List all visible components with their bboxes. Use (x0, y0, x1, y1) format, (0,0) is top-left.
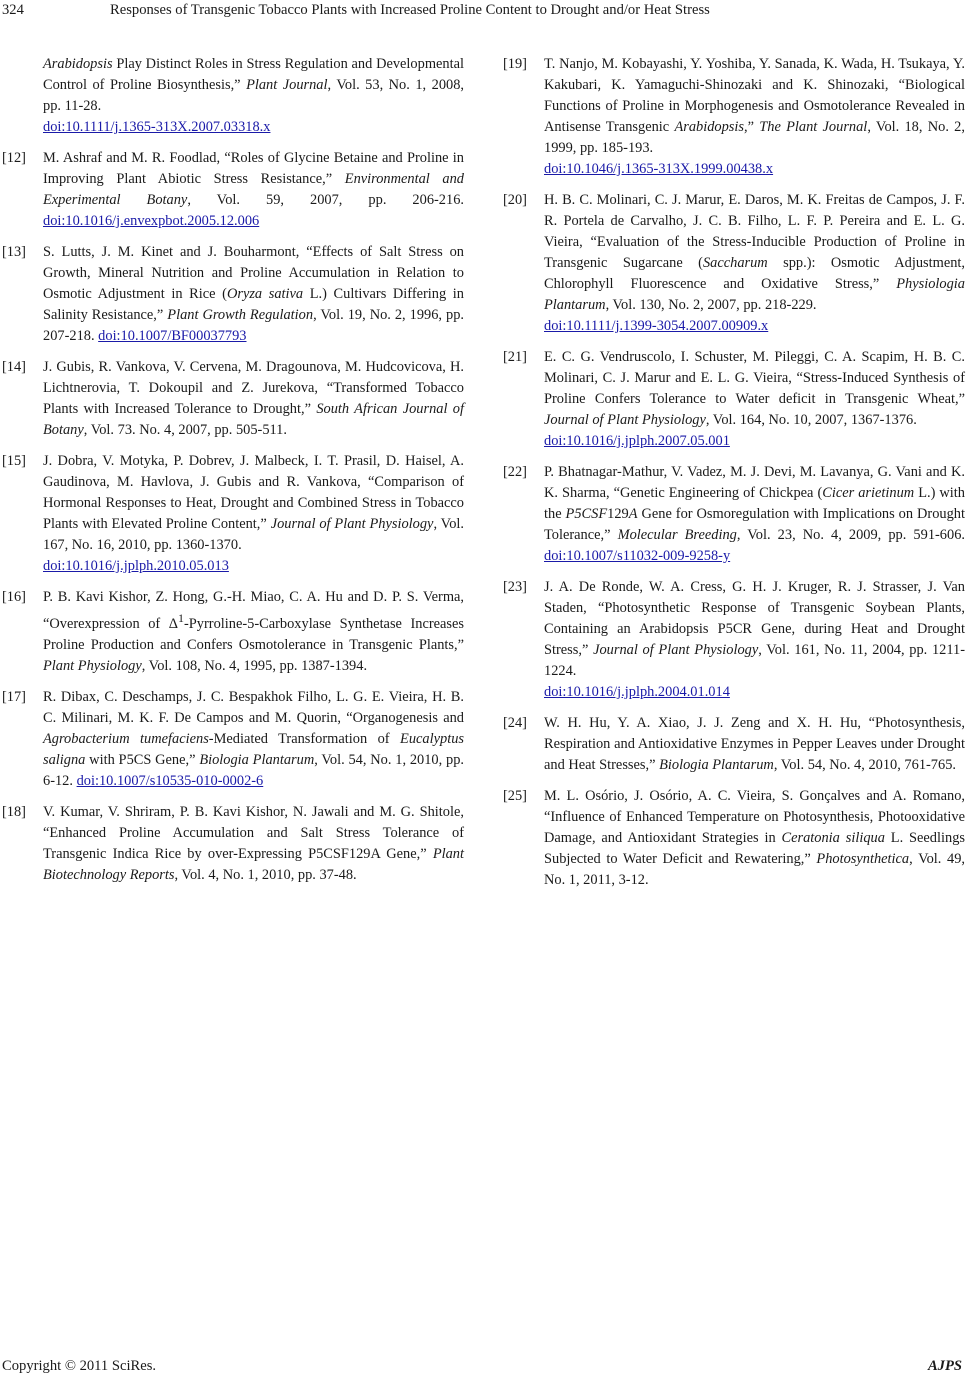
doi-link[interactable]: doi:10.1016/j.envexpbot.2005.12.006 (43, 213, 260, 229)
ref-number: [17] (2, 688, 26, 705)
ref-text: , Vol. 54, No. 1, 2010, pp. 6-12. (43, 751, 464, 789)
reference-22 (503, 462, 965, 567)
ref-text: Play Distinct Roles in Stress Regulation and Developmental Control of Proline Biosynthesis,” (43, 56, 464, 93)
running-title: Responses of Transgenic Tobacco Plants with Increased Proline Content to Drought and/or Heat Stress (110, 2, 710, 18)
ref-text: spp.): Osmotic Adjustment, Chlorophyll Fluorescence and Oxidative Stress,” (544, 255, 965, 292)
reference-13 (2, 242, 464, 347)
ref-number: [20] (503, 192, 527, 208)
ref-journal: Physiologia Plantarum (544, 276, 965, 313)
ref-number: [23] (503, 579, 527, 595)
ref-number: [18] (2, 803, 26, 820)
reference-23 (503, 577, 965, 703)
reference-19 (503, 54, 965, 180)
ref-journal: Environmental and Experimental Botany (43, 171, 464, 208)
reference-18 (2, 802, 464, 886)
right-column (503, 54, 965, 901)
reference-21 (503, 347, 965, 452)
doi-link[interactable]: doi:10.1046/j.1365-313X.1999.00438.x (544, 161, 774, 177)
ref-text: L.) Cultivars Differing in Salinity Resistance,” (43, 286, 465, 323)
ref-text: -Pyrroline-5-Carboxylase Synthetase Increases Proline Production and Confers Osmotolerance in Transgenic Plants,” (43, 615, 464, 653)
reference-16 (2, 587, 464, 677)
reference-20 (503, 190, 965, 337)
ref-number: [24] (503, 715, 527, 731)
ref-text: , Vol. 19, No. 2, 1996, pp. 207-218. (43, 307, 465, 344)
ref-text: S. Lutts, J. M. Kinet and J. Bouharmont, “Effects of Salt Stress on Growth, Mineral Nutrition and Proline Accumulation in Relation to Osmotic Adjustment in Rice ( (43, 244, 464, 302)
ref-text: M. Ashraf and M. R. Foodlad, “Roles of Glycine Betaine and Proline in Improving Plant Abiotic Stress Resistance,” (43, 150, 464, 187)
running-header (0, 0, 968, 28)
ref-journal: Plant Growth Regulation (167, 307, 314, 323)
ref-number: [21] (503, 349, 527, 365)
ref-italic: Agrobacterium tumefaciens (43, 730, 209, 747)
ref-text: , Vol. 73. No. 4, 2007, pp. 505-511. (83, 422, 287, 438)
ref-text: H. B. C. Molinari, C. J. Marur, E. Daros, M. K. Freitas de Campos, J. F. R. Portela de Carvalho, J. C. B. Filho, L. F. P. Pereira and E. L. G. Vieira, “Evaluation of the Stress-Inducible Production of Proline in Transgenic Sugarcane ( (544, 192, 965, 271)
reference-12 (2, 148, 464, 232)
ref-italic: P5CSF (565, 506, 608, 522)
ref-text: , Vol. 59, 2007, pp. 206-216. (187, 192, 464, 208)
ref-text: , Vol. 161, No. 11, 2004, pp. 1211-1224. (544, 642, 965, 679)
ref-text: J. Gubis, R. Vankova, V. Cervena, M. Dragounova, M. Hudcovicova, H. Lichtnerovia, T. Dokoupil and Z. Jurekova, “Transformed Tobacco Plants with Increased Tolerance to Drought,” (43, 359, 464, 417)
ref-journal: Biologia Plantarum (659, 757, 774, 773)
ref-italic: Oryza sativa (226, 286, 304, 302)
doi-link[interactable]: doi:10.1016/j.jplph.2004.01.014 (544, 684, 730, 700)
reference-17 (2, 687, 464, 792)
ref-text: M. L. Osório, J. Osório, A. C. Vieira, S. Gonçalves and A. Romano, “Influence of Enhanced Temperature on Photosynthesis, Photooxidative Damage, and Antioxidant Strategies in (544, 788, 965, 846)
left-column (2, 54, 464, 896)
ref-text: L.) with the (544, 485, 965, 522)
ref-number: [25] (503, 788, 527, 804)
ref-text: , Vol. 164, No. 10, 2007, 1367-1376. (705, 412, 917, 428)
ref-text: 129 (607, 506, 629, 522)
ref-number: [16] (2, 589, 26, 605)
ref-italic: Cicer arietinum (822, 485, 915, 501)
ref-number: [19] (503, 56, 527, 72)
ref-text: P. Bhatnagar-Mathur, V. Vadez, M. J. Devi, M. Lavanya, G. Vani and K. K. Sharma, “Genetic Engineering of Chickpea ( (544, 464, 965, 501)
ref-text: P. B. Kavi Kishor, Z. Hong, G.-H. Miao, C. A. Hu and D. P. S. Verma, “Overexpression of Δ (43, 589, 464, 632)
ref-number: [12] (2, 150, 26, 166)
ref-text: W. H. Hu, Y. A. Xiao, J. J. Zeng and X. H. Hu, “Photosynthesis, Respiration and Antioxidative Enzymes in Pepper Leaves under Drought and Heat Stresses,” (544, 715, 965, 773)
reference-11-continued (2, 54, 464, 138)
ref-text: , Vol. 23, No. 4, 2009, pp. 591-606. (736, 527, 965, 543)
ref-journal: Molecular Breeding (617, 527, 737, 543)
doi-link[interactable]: doi:10.1016/j.jplph.2007.05.001 (544, 433, 730, 449)
ref-text: E. C. G. Vendruscolo, I. Schuster, M. Pileggi, C. A. Scapim, H. B. C. Molinari, C. J. Marur and E. L. G. Vieira, “Stress-Induced Synthesis of Proline Confers Tolerance to Water deficit in Transgenic Wheat,” (544, 349, 965, 407)
ref-text: with P5CS Gene,” (85, 751, 200, 768)
ref-italic: Saccharum (702, 255, 768, 271)
reference-24 (503, 713, 965, 776)
journal-abbreviation: AJPS (927, 1358, 962, 1374)
ref-italic: Eucalyptus saligna (43, 730, 464, 768)
ref-text: , Vol. 167, No. 16, 2010, pp. 1360-1370. (43, 516, 465, 553)
doi-link[interactable]: doi:10.1007/BF00037793 (98, 328, 247, 344)
ref-text: , Vol. 53, No. 1, 2008, pp. 11-28. (43, 77, 465, 114)
ref-number: [13] (2, 244, 26, 260)
ref-number: [14] (2, 359, 26, 375)
ref-text: , Vol. 49, No. 1, 2011, 3-12. (544, 851, 966, 888)
copyright-notice: Copyright © 2011 SciRes. (2, 1358, 157, 1374)
ref-text: , Vol. 130, No. 2, 2007, pp. 218-229. (605, 297, 817, 313)
ref-journal: Plant Physiology (43, 657, 142, 674)
ref-text: , Vol. 18, No. 2, 1999, pp. 185-193. (544, 119, 965, 156)
ref-text: -Mediated Transformation of (208, 730, 401, 747)
doi-link[interactable]: doi:10.1007/s11032-009-9258-y (544, 548, 731, 564)
ref-journal: South African Journal of Botany (43, 401, 464, 438)
ref-text: L. Seedlings Subjected to Water Deficit and Rewatering,” (544, 830, 965, 867)
ref-superscript: 1 (178, 611, 184, 625)
ref-journal: Biologia Plantarum (199, 751, 315, 768)
doi-link[interactable]: doi:10.1111/j.1365-313X.2007.03318.x (43, 119, 271, 135)
ref-text: Gene for Osmoregulation with Implications on Drought Tolerance,” (544, 506, 965, 543)
ref-journal: Journal of Plant Physiology (270, 516, 434, 532)
reference-14 (2, 357, 464, 441)
ref-text: J. Dobra, V. Motyka, P. Dobrev, J. Malbeck, I. T. Prasil, D. Haisel, A. Gaudinova, M. Havlova, J. Gubis and R. Vankova, “Comparison of Hormonal Responses to Heat, Drought and Combined Stress in Tobacco Plants with Elevated Proline Content,” (43, 453, 464, 532)
ref-italic: A (628, 506, 638, 522)
doi-link[interactable]: doi:10.1111/j.1399-3054.2007.00909.x (544, 318, 769, 334)
ref-italic: Arabidopsis (674, 119, 745, 135)
ref-journal: Journal of Plant Physiology (544, 412, 706, 428)
ref-text: V. Kumar, V. Shriram, P. B. Kavi Kishor, N. Jawali and M. G. Shitole, “Enhanced Proline Accumulation and Salt Stress Tolerance of Transgenic Indica Rice by over-Expressing P5CSF129A Gene,” (43, 803, 464, 862)
ref-text: , Vol. 54, No. 4, 2010, 761-765. (773, 757, 956, 773)
ref-text: T. Nanjo, M. Kobayashi, Y. Yoshiba, Y. Sanada, K. Wada, H. Tsukaya, Y. Kakubari, K. Yamaguchi-Shinozaki and K. Shinozaki, “Biological Functions of Proline in Morphogenesis and Osmotolerance Revealed in Antisense Transgenic (544, 56, 965, 135)
ref-italic: Ceratonia siliqua (781, 830, 885, 846)
ref-text: , Vol. 108, No. 4, 1995, pp. 1387-1394. (141, 657, 368, 674)
ref-journal: Plant Biotechnology Reports (43, 845, 464, 883)
reference-15 (2, 451, 464, 577)
ref-italic: Arabidopsis (43, 56, 113, 72)
ref-text: R. Dibax, C. Deschamps, J. C. Bespakhok Filho, L. G. E. Vieira, H. B. C. Milinari, M. K. F. De Campos and M. Quorin, “Organogenesis and (43, 688, 464, 726)
ref-journal: Plant Journal (246, 77, 328, 93)
ref-text: ,” (744, 119, 760, 135)
ref-journal: Photosynthetica (816, 851, 910, 867)
doi-link[interactable]: doi:10.1007/s10535-010-0002-6 (76, 772, 264, 789)
ref-journal: Journal of Plant Physiology (593, 642, 759, 658)
ref-number: [15] (2, 453, 26, 469)
ref-journal: The Plant Journal (759, 119, 868, 135)
ref-text: , Vol. 4, No. 1, 2010, pp. 37-48. (174, 866, 357, 883)
doi-link[interactable]: doi:10.1016/j.jplph.2010.05.013 (43, 558, 229, 574)
page-footer (0, 1358, 968, 1382)
ref-number: [22] (503, 464, 527, 480)
ref-text: J. A. De Ronde, W. A. Cress, G. H. J. Kruger, R. J. Strasser, J. Van Staden, “Photosynthetic Response of Transgenic Soybean Plants, Containing an Arabidopsis P5CR Gene, during Heat and Drought Stress,” (544, 579, 965, 658)
page-number: 324 (2, 2, 24, 18)
reference-25 (503, 786, 965, 891)
